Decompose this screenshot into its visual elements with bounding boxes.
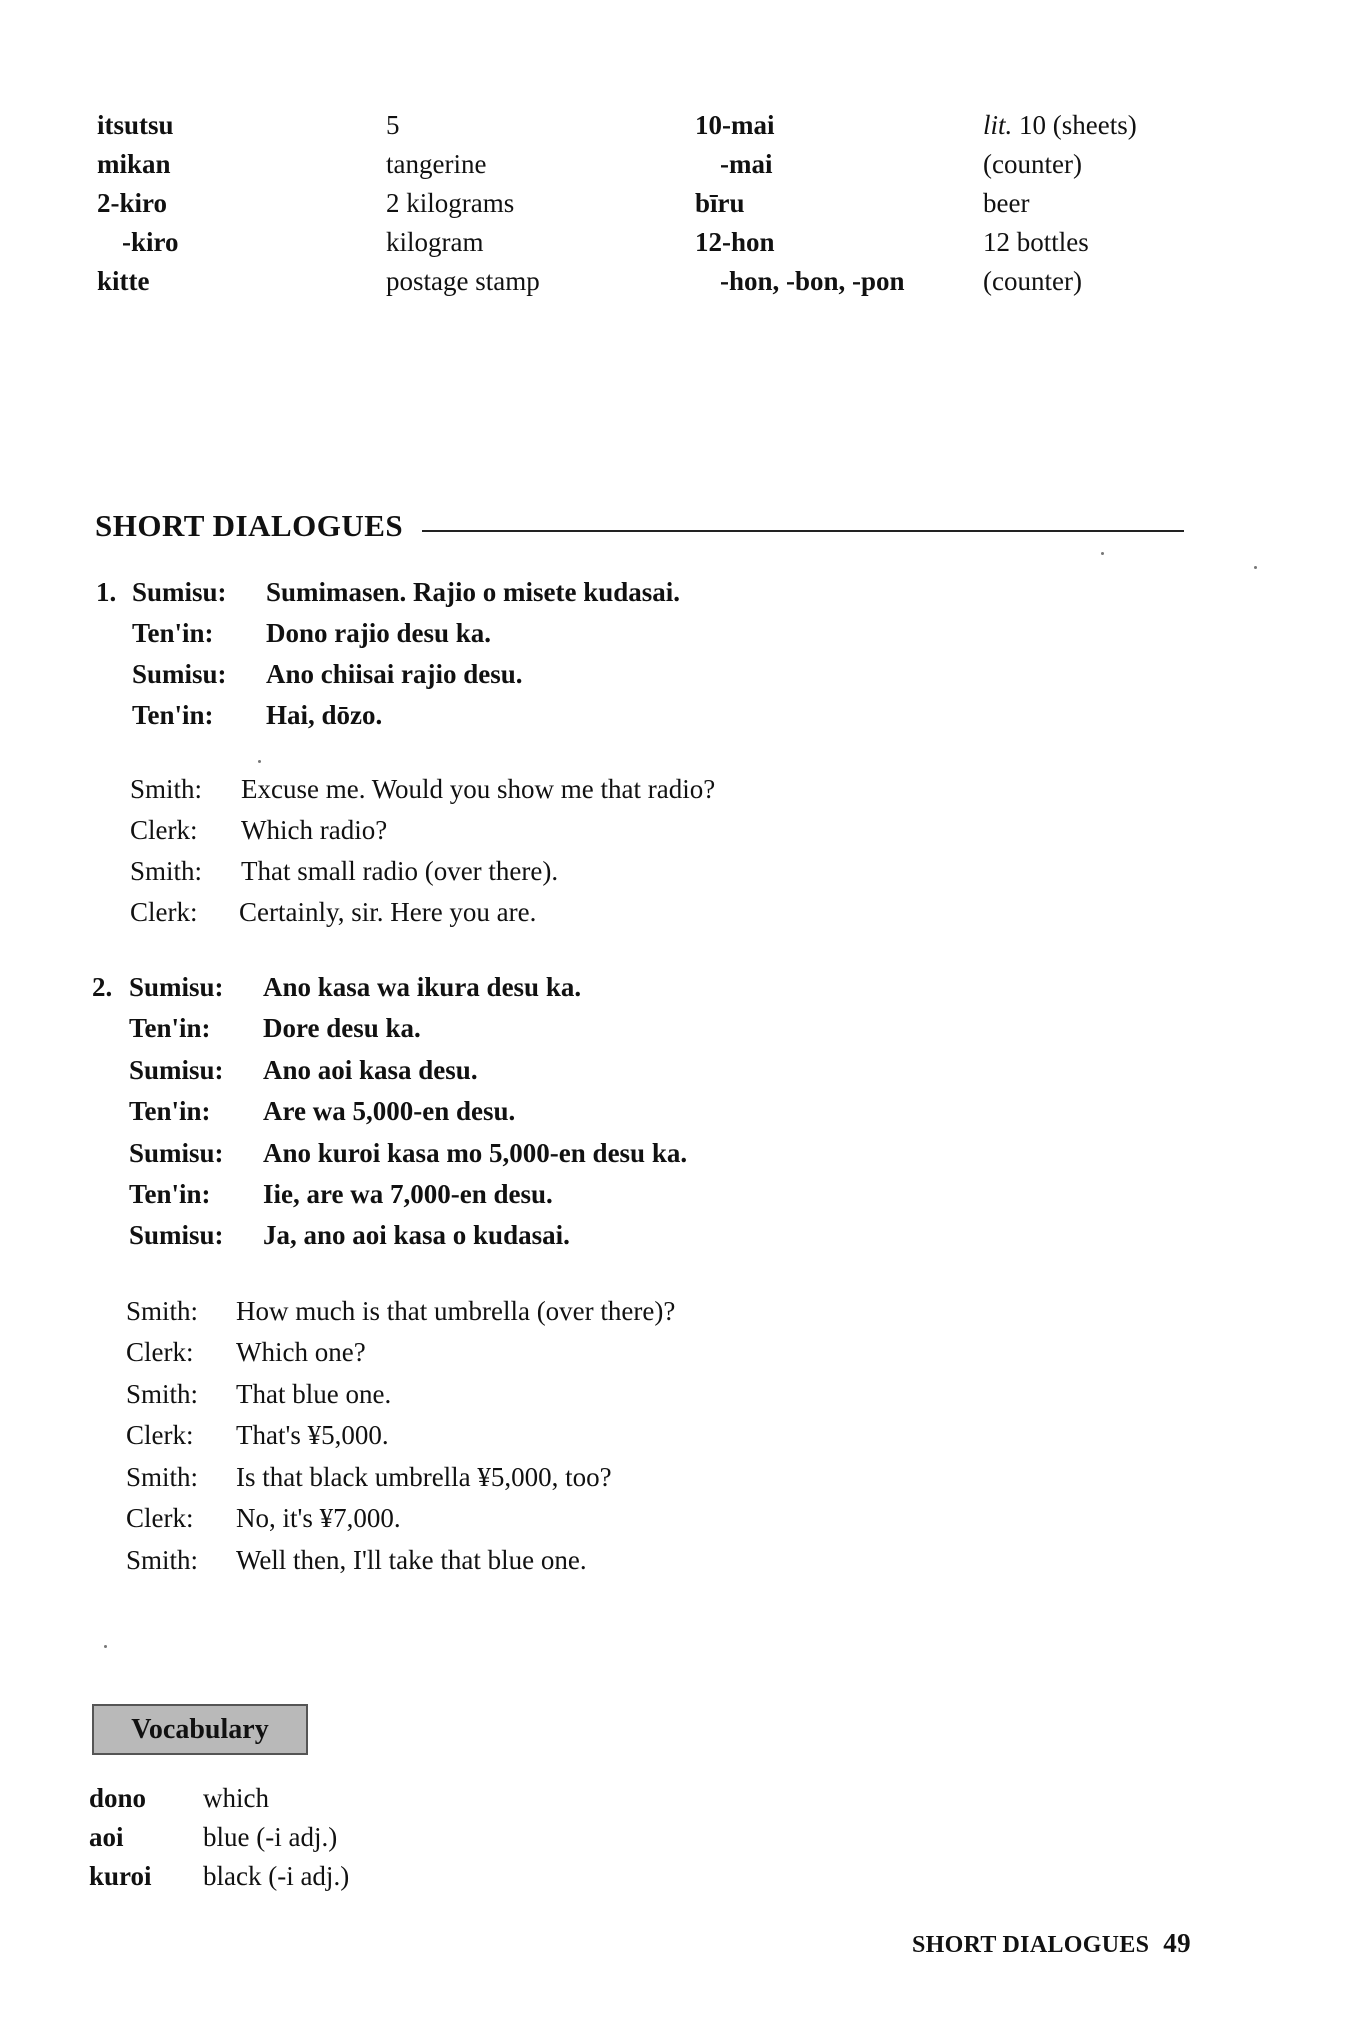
- speaker: Sumisu:: [129, 1220, 224, 1250]
- vocab-meaning: 2 kilograms: [386, 188, 515, 218]
- vocabulary-heading: Vocabulary: [92, 1704, 308, 1755]
- speaker: Smith:: [126, 1296, 199, 1326]
- vocab-term: itsutsu: [97, 110, 174, 140]
- vocab-meaning: kilogram: [386, 227, 484, 257]
- vocab-term: aoi: [89, 1822, 124, 1852]
- speaker: Smith:: [126, 1462, 199, 1492]
- dialogue-line: That's ¥5,000.: [236, 1420, 389, 1450]
- speaker: Sumisu:: [129, 972, 224, 1002]
- dialogue-number: 1.: [96, 577, 117, 607]
- speaker: Sumisu:: [129, 1055, 224, 1085]
- vocab-meaning: (counter): [983, 266, 1082, 296]
- dialogue-line: Hai, dōzo.: [266, 700, 383, 730]
- vocab-term: kitte: [97, 266, 150, 296]
- vocab-term: 10-mai: [695, 110, 775, 140]
- vocab-meaning: beer: [983, 188, 1030, 218]
- scan-speck: [1254, 566, 1257, 569]
- vocab-term: 2-kiro: [97, 188, 168, 218]
- scan-speck: [1101, 552, 1104, 555]
- speaker: Smith:: [130, 856, 203, 886]
- page-number: 49: [1163, 1928, 1191, 1958]
- dialogue-line: How much is that umbrella (over there)?: [236, 1296, 676, 1326]
- dialogue-line: Are wa 5,000-en desu.: [263, 1096, 516, 1126]
- vocab-meaning: blue (-i adj.): [203, 1822, 338, 1852]
- vocab-meaning: (counter): [983, 149, 1082, 179]
- dialogue-line: Ano kasa wa ikura desu ka.: [263, 972, 582, 1002]
- vocab-meaning: 5: [386, 110, 400, 140]
- dialogue-line: Sumimasen. Rajio o misete kudasai.: [266, 577, 681, 607]
- lit-abbrev: lit.: [983, 110, 1013, 140]
- speaker: Ten'in:: [129, 1096, 211, 1126]
- scan-speck: [258, 760, 261, 763]
- dialogue-line: Ano aoi kasa desu.: [263, 1055, 478, 1085]
- dialogue-line: Well then, I'll take that blue one.: [236, 1545, 587, 1575]
- dialogue-line: Ja, ano aoi kasa o kudasai.: [263, 1220, 570, 1250]
- vocab-term: bīru: [695, 188, 745, 218]
- vocab-term: -hon, -bon, -pon: [720, 266, 905, 296]
- page-footer: [912, 1928, 1191, 1959]
- vocab-term: kuroi: [89, 1861, 152, 1891]
- dialogue-line: That blue one.: [236, 1379, 392, 1409]
- section-title: SHORT DIALOGUES: [95, 508, 404, 543]
- vocab-term: 12-hon: [695, 227, 775, 257]
- vocab-meaning: black (-i adj.): [203, 1861, 350, 1891]
- dialogue-line: Certainly, sir. Here you are.: [239, 897, 537, 927]
- vocab-term: -kiro: [122, 227, 179, 257]
- scan-speck: [104, 1645, 107, 1648]
- speaker: Smith:: [126, 1545, 199, 1575]
- vocab-meaning: 12 bottles: [983, 227, 1089, 257]
- vocab-meaning: tangerine: [386, 149, 487, 179]
- vocab-term: -mai: [720, 149, 773, 179]
- speaker: Clerk:: [126, 1503, 194, 1533]
- vocab-term: mikan: [97, 149, 171, 179]
- dialogue-line: No, it's ¥7,000.: [236, 1503, 401, 1533]
- speaker: Ten'in:: [129, 1013, 211, 1043]
- vocab-meaning-text: 10 (sheets): [1019, 110, 1137, 140]
- vocab-meaning: [983, 106, 1137, 145]
- dialogue-line: Which radio?: [241, 815, 388, 845]
- speaker: Sumisu:: [132, 659, 227, 689]
- speaker: Ten'in:: [132, 700, 214, 730]
- speaker: Smith:: [126, 1379, 199, 1409]
- speaker: Sumisu:: [132, 577, 227, 607]
- speaker: Smith:: [130, 774, 203, 804]
- speaker: Ten'in:: [132, 618, 214, 648]
- vocab-meaning: postage stamp: [386, 266, 540, 296]
- dialogue-line: Which one?: [236, 1337, 366, 1367]
- speaker: Clerk:: [126, 1420, 194, 1450]
- speaker: Clerk:: [130, 897, 198, 927]
- vocab-meaning: which: [203, 1783, 269, 1813]
- speaker: Ten'in:: [129, 1179, 211, 1209]
- dialogue-line: Ano kuroi kasa mo 5,000-en desu ka.: [263, 1138, 688, 1168]
- dialogue-line: Dore desu ka.: [263, 1013, 421, 1043]
- speaker: Clerk:: [130, 815, 198, 845]
- dialogue-line: Iie, are wa 7,000-en desu.: [263, 1179, 553, 1209]
- section-rule: [422, 530, 1184, 532]
- vocab-term: dono: [89, 1783, 147, 1813]
- speaker: Sumisu:: [129, 1138, 224, 1168]
- dialogue-line: Is that black umbrella ¥5,000, too?: [236, 1462, 612, 1492]
- dialogue-line: That small radio (over there).: [241, 856, 559, 886]
- dialogue-line: Dono rajio desu ka.: [266, 618, 492, 648]
- dialogue-number: 2.: [92, 972, 113, 1002]
- dialogue-line: Excuse me. Would you show me that radio?: [241, 774, 716, 804]
- dialogue-line: Ano chiisai rajio desu.: [266, 659, 523, 689]
- speaker: Clerk:: [126, 1337, 194, 1367]
- running-title: SHORT DIALOGUES: [912, 1932, 1150, 1958]
